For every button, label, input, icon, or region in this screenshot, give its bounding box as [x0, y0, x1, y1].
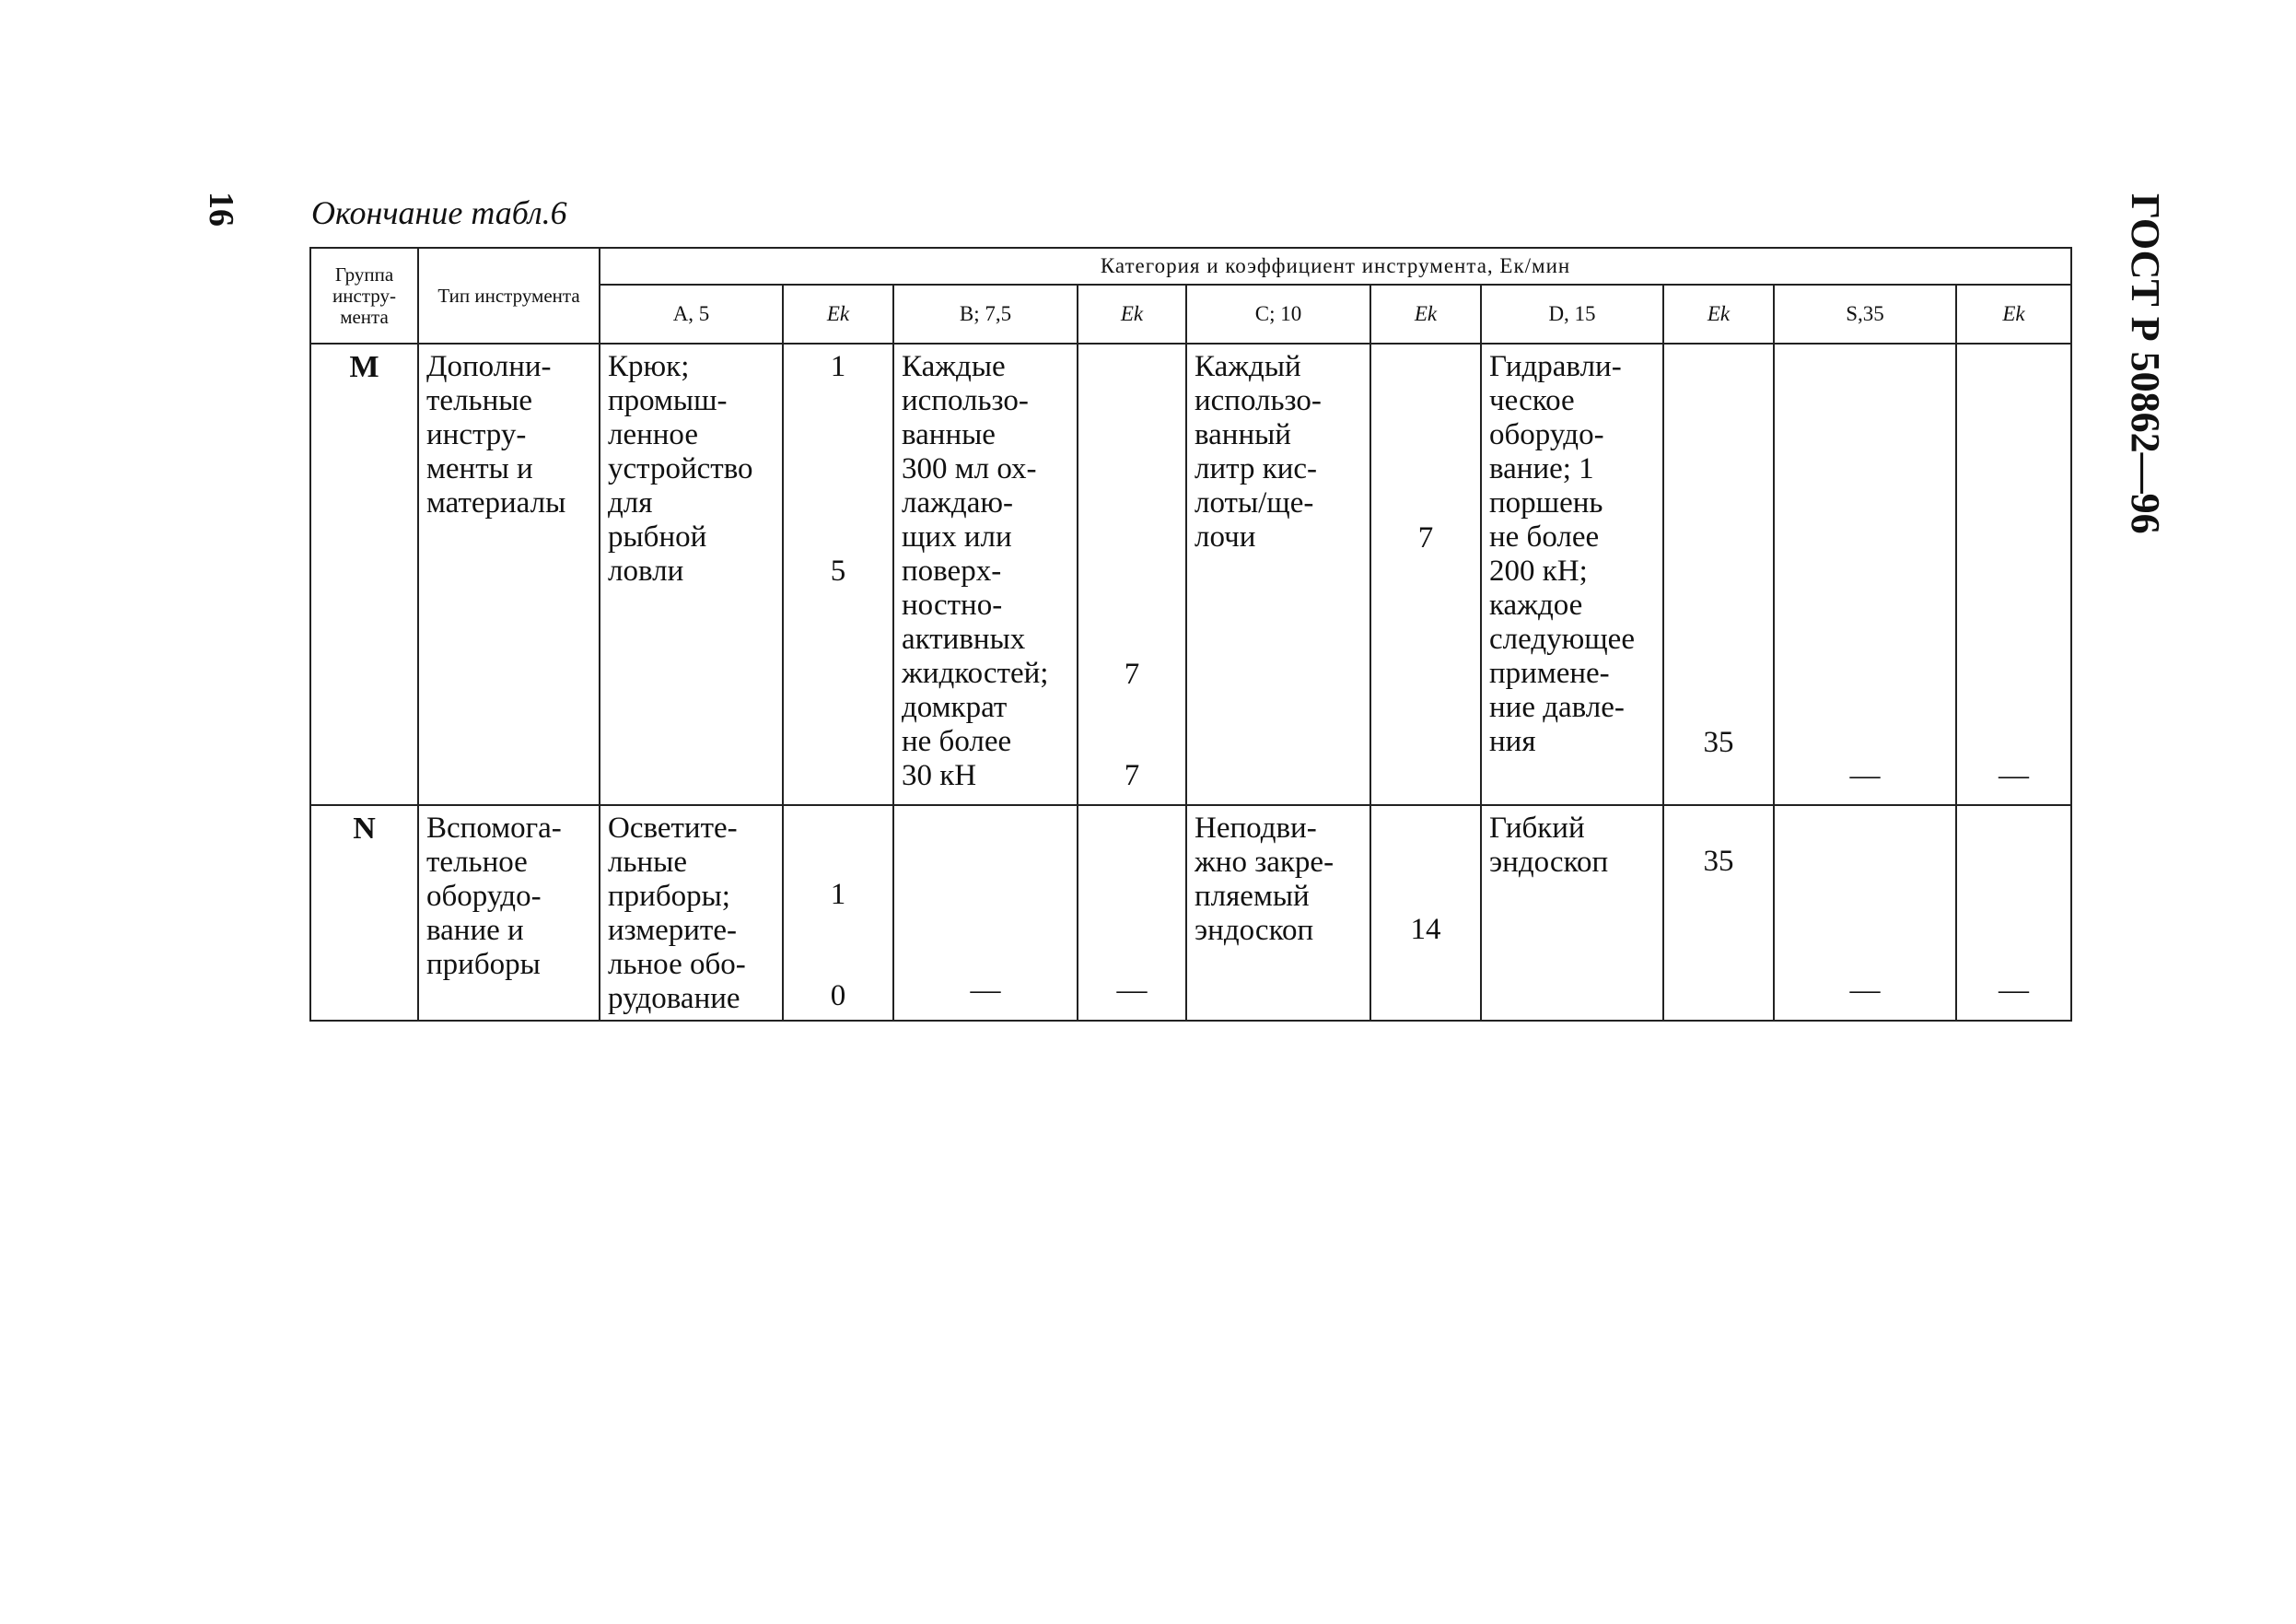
ek-a-cell: [783, 344, 893, 805]
ek-a-header: Ek: [783, 285, 893, 344]
category-d-header: D, 15: [1481, 285, 1663, 344]
ek-value: 1: [830, 350, 846, 383]
ek-value: 7: [1417, 521, 1434, 555]
ek-s-cell: [1956, 805, 2071, 1021]
group-cell: N: [310, 805, 418, 1021]
ek-value: 14: [1410, 913, 1441, 946]
category-d-cell: Гибкий эндоскоп: [1481, 805, 1663, 1021]
group-column-header: Группа инстру-мента: [310, 248, 418, 344]
ek-value: 35: [1703, 726, 1734, 759]
category-s-cell: [1774, 805, 1956, 1021]
ek-value: 0: [830, 979, 846, 1012]
ek-b-cell: [1078, 805, 1186, 1021]
page-number: 16: [202, 192, 240, 227]
ek-c-cell: [1370, 344, 1481, 805]
dash: —: [1849, 759, 1881, 792]
category-header: Категория и коэффициент инструмента, Eк/мин: [600, 248, 2071, 285]
category-b-header: B; 7,5: [893, 285, 1078, 344]
dash: —: [1999, 974, 2029, 1007]
category-d-cell: Гидравли- ческое оборудо- вание; 1 поршень не более 200 кН; каждое следующее примене- ние давле- ния: [1481, 344, 1663, 805]
category-s-cell: [1774, 344, 1956, 805]
category-a-header: A, 5: [600, 285, 783, 344]
ek-s-cell: [1956, 344, 2071, 805]
category-c-cell: Неподви- жно закре- пляемый эндоскоп: [1186, 805, 1370, 1021]
category-c-cell: Каждый использо- ванный литр кис- лоты/ще- лочи: [1186, 344, 1370, 805]
ek-value: 1: [830, 878, 846, 911]
type-cell: Вспомога- тельное оборудо- вание и приборы: [418, 805, 600, 1021]
category-c-header: C; 10: [1186, 285, 1370, 344]
header-row-1: [310, 248, 2071, 285]
ek-b-header: Ek: [1078, 285, 1186, 344]
dash: —: [1999, 759, 2029, 792]
category-s-header: S,35: [1774, 285, 1956, 344]
ek-d-cell: [1663, 805, 1774, 1021]
dash: —: [1849, 974, 1881, 1007]
standard-code: ГОСТ Р 50862—96: [2123, 193, 2168, 534]
type-column-header: Тип инструмента: [418, 248, 600, 344]
table-caption: Окончание табл.6: [311, 194, 567, 231]
ek-c-cell: [1370, 805, 1481, 1021]
category-b-cell: [893, 805, 1078, 1021]
dash: —: [1116, 974, 1148, 1007]
ek-s-header: Ek: [1956, 285, 2071, 344]
group-cell: M: [310, 344, 418, 805]
ek-b-cell: [1078, 344, 1186, 805]
type-cell: Дополни- тельные инстру- менты и материалы: [418, 344, 600, 805]
ek-value: 7: [1124, 759, 1140, 792]
ek-d-cell: [1663, 344, 1774, 805]
table-row: [310, 805, 2071, 1021]
ek-c-header: Ek: [1370, 285, 1481, 344]
ek-d-header: Ek: [1663, 285, 1774, 344]
category-b-cell: Каждые использо- ванные 300 мл ох- лаждаю- щих или поверх- ностно- активных жидкостей; домкрат не более 30 кН: [893, 344, 1078, 805]
dash: —: [970, 974, 1001, 1007]
tool-category-table: [309, 247, 2072, 1022]
ek-value: 35: [1703, 845, 1734, 878]
category-a-cell: Крюк; промыш- ленное устройство для рыбной ловли: [600, 344, 783, 805]
ek-value: 5: [830, 555, 846, 588]
ek-value: 7: [1124, 658, 1140, 691]
category-a-cell: Осветите- льные приборы; измерите- льное обо- рудование: [600, 805, 783, 1021]
ek-a-cell: [783, 805, 893, 1021]
table-row: [310, 344, 2071, 805]
